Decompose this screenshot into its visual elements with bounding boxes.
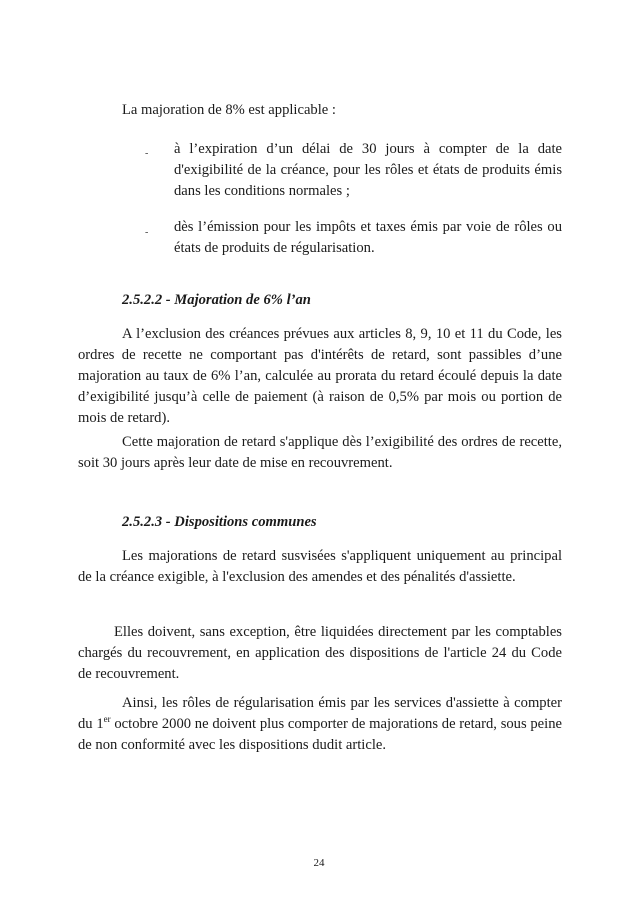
section-heading-2523: 2.5.2.3 - Dispositions communes bbox=[122, 514, 317, 530]
section-heading-2522: 2.5.2.2 - Majoration de 6% l’an bbox=[122, 292, 311, 308]
ordinal-superscript: er bbox=[103, 714, 111, 725]
bullet-item: dès l’émission pour les impôts et taxes émis par voie de rôles ou états de produits de régularisation. bbox=[174, 219, 562, 256]
bullet-item: à l’expiration d’un délai de 30 jours à compter de la date d'exigibilité de la créance, pour les rôles et états de produits émis dans les conditions normales ; bbox=[174, 141, 562, 199]
paragraph: Les majorations de retard susvisées s'appliquent uniquement au principal de la créance exigible, à l'exclusion des amendes et des pénalités d'assiette. bbox=[78, 548, 562, 585]
bullet-marker: - bbox=[145, 148, 149, 159]
paragraph: Cette majoration de retard s'applique dès l’exigibilité des ordres de recette, soit 30 jours après leur date de mise en recouvrement. bbox=[78, 434, 562, 471]
intro-line: La majoration de 8% est applicable : bbox=[122, 102, 336, 118]
paragraph-text: octobre 2000 ne doivent plus comporter de majorations de retard, sous peine de non conformité avec les dispositions dudit article. bbox=[78, 716, 562, 753]
page-number: 24 bbox=[313, 857, 325, 869]
paragraph-text: Ainsi, les rôles de régularisation émis par les services d'assiette à compter du 1 bbox=[78, 695, 562, 732]
paragraph bbox=[78, 693, 562, 756]
paragraph: Elles doivent, sans exception, être liquidées directement par les comptables chargés du recouvrement, en application des dispositions de l'article 24 du Code de recouvrement. bbox=[78, 624, 562, 682]
bullet-marker: - bbox=[145, 227, 149, 238]
paragraph: A l’exclusion des créances prévues aux articles 8, 9, 10 et 11 du Code, les ordres de recette ne comportant pas d'intérêts de retard, sont passibles d’une majoration au taux de 6% l’an, calculée au prorata du retard écoulé depuis la date d’exigibilité jusqu’à celle de paiement (à raison de 0,5% par mois ou portion de mois de retard). bbox=[78, 326, 562, 426]
